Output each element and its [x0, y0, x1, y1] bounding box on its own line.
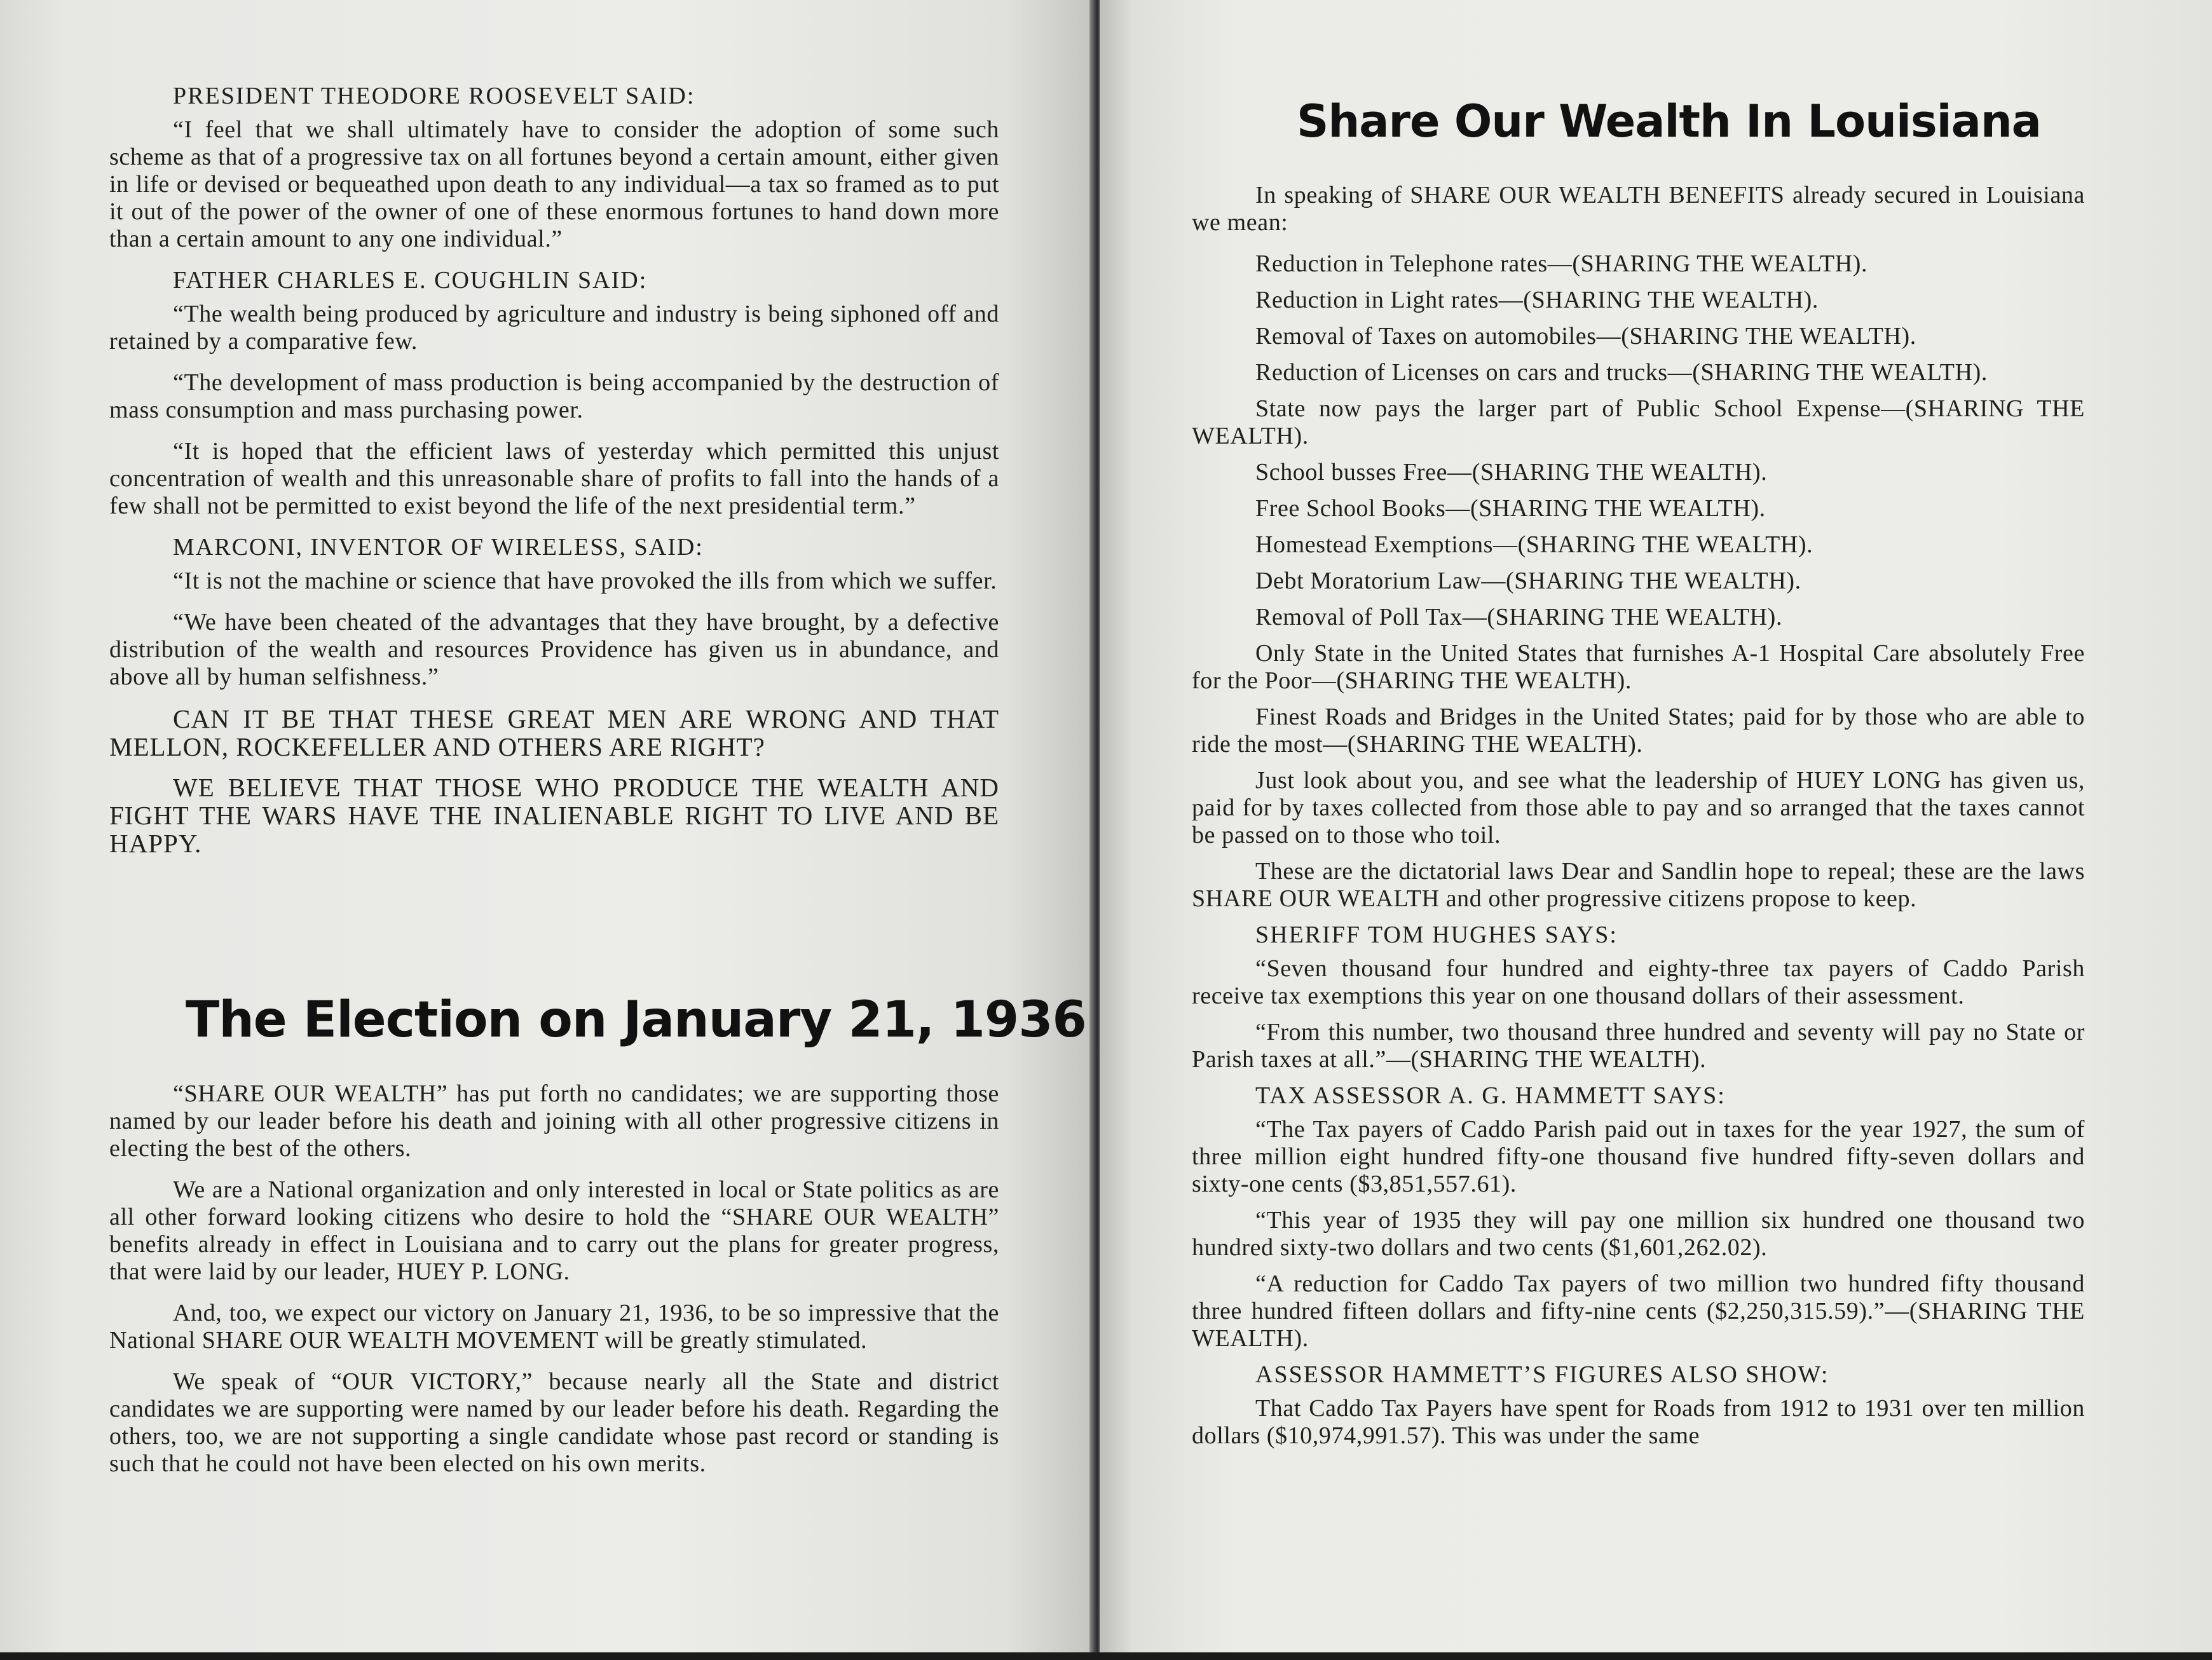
leadership-paragraph: Just look about you, and see what the leadership of HUEY LONG has given us, paid for by taxes collected from those able to pay and so arranged that the taxes cannot be passed on to those who toil.: [1192, 767, 2085, 848]
coughlin-quote: “The wealth being produced by agriculture and industry is being siphoned off and retained by a comparative few.: [109, 301, 999, 355]
coughlin-quote: “It is hoped that the efficient laws of yesterday which permitted this unjust concentration of wealth and this unreasonable share of profits to fall into the hands of a few shall not be permitted to exist beyond the life of the next presidential term.”: [109, 438, 999, 519]
election-column: [109, 1080, 999, 1492]
figures-text: That Caddo Tax Payers have spent for Roads from 1912 to 1931 over ten million dollars ($10,974,991.57). This was under the same: [1192, 1395, 2085, 1449]
benefit-item: Reduction in Light rates—(SHARING THE WEALTH).: [1255, 287, 1819, 313]
left-page: [0, 0, 1093, 1660]
election-paragraph: And, too, we expect our victory on January 21, 1936, to be so impressive that the National SHARE OUR WEALTH MOVEMENT will be greatly stimulated.: [109, 1300, 999, 1354]
marconi-header: MARCONI, INVENTOR OF WIRELESS, SAID:: [173, 534, 704, 561]
election-paragraph: We are a National organization and only interested in local or State politics as are all other forward looking citizens who desire to hold the “SHARE OUR WEALTH” benefits already in effect in Louisiana and to carry out the plans for greater progress, that were laid by our leader, HUEY P. LONG.: [109, 1176, 999, 1285]
coughlin-header: FATHER CHARLES E. COUGHLIN SAID:: [173, 267, 648, 294]
benefit-item: Reduction of Licenses on cars and trucks—(SHARING THE WEALTH).: [1255, 359, 1988, 386]
election-paragraph: We speak of “OUR VICTORY,” because nearly all the State and district candidates we are supporting were named by our leader before his death. Regarding the others, too, we are not supporting a single candidate whose past record or standing is such that he could not have been elected on his own merits.: [109, 1368, 999, 1477]
benefit-item: Homestead Exemptions—(SHARING THE WEALTH).: [1255, 531, 1813, 558]
benefit-item: State now pays the larger part of Public School Expense—(SHARING THE WEALTH).: [1192, 395, 2085, 449]
bottom-shadow: [0, 1652, 2212, 1660]
share-title: Share Our Wealth In Louisiana: [1297, 95, 2041, 147]
marconi-quote: “We have been cheated of the advantages that they have brought, by a defective distribution of the wealth and resources Providence has given us in abundance, and above all by human selfishness.”: [109, 609, 999, 690]
benefit-item: Finest Roads and Bridges in the United States; paid for by those who are able to ride the most—(SHARING THE WEALTH).: [1192, 704, 2085, 758]
assessor-quote: “A reduction for Caddo Tax payers of two million two hundred fifty thousand three hundred fifteen dollars and fifty-nine cents ($2,250,315.59).”—(SHARING THE WEALTH).: [1192, 1270, 2085, 1352]
figures-header: ASSESSOR HAMMETT’S FIGURES ALSO SHOW:: [1255, 1361, 1829, 1388]
right-column: [1192, 182, 2085, 1464]
benefit-item: Debt Moratorium Law—(SHARING THE WEALTH).: [1255, 568, 1801, 594]
election-title: The Election on January 21, 1936: [186, 991, 1086, 1049]
leadership-paragraph: These are the dictatorial laws Dear and Sandlin hope to repeal; these are the laws SHARE OUR WEALTH and other progressive citizens propose to keep.: [1192, 858, 2085, 912]
benefit-item: Reduction in Telephone rates—(SHARING THE WEALTH).: [1255, 250, 1868, 277]
sheriff-quote: “From this number, two thousand three hundred and seventy will pay no State or Parish taxes at all.”—(SHARING THE WEALTH).: [1192, 1019, 2085, 1073]
election-paragraph: “SHARE OUR WEALTH” has put forth no candidates; we are supporting those named by our leader before his death and joining with all other progressive citizens in electing the best of the others.: [109, 1080, 999, 1162]
statement: CAN IT BE THAT THESE GREAT MEN ARE WRONG AND THAT MELLON, ROCKEFELLER AND OTHERS ARE RIGHT?: [109, 704, 999, 761]
marconi-quote: “It is not the machine or science that have provoked the ills from which we suffer.: [173, 568, 997, 594]
left-column: [109, 83, 999, 870]
right-page: [1100, 0, 2212, 1660]
sheriff-quote: “Seven thousand four hundred and eighty-three tax payers of Caddo Parish receive tax exemptions this year on one thousand dollars of their assessment.: [1192, 955, 2085, 1009]
intro-paragraph: In speaking of SHARE OUR WEALTH BENEFITS already secured in Louisiana we mean:: [1192, 182, 2085, 236]
assessor-header: TAX ASSESSOR A. G. HAMMETT SAYS:: [1255, 1082, 1726, 1109]
assessor-quote: “This year of 1935 they will pay one million six hundred one thousand two hundred sixty-two dollars and two cents ($1,601,262.02).: [1192, 1207, 2085, 1261]
sheriff-header: SHERIFF TOM HUGHES SAYS:: [1255, 922, 1618, 948]
roosevelt-header: PRESIDENT THEODORE ROOSEVELT SAID:: [173, 83, 695, 109]
benefit-item: Removal of Poll Tax—(SHARING THE WEALTH).: [1255, 604, 1783, 630]
benefit-item: School busses Free—(SHARING THE WEALTH).: [1255, 459, 1768, 486]
roosevelt-quote: “I feel that we shall ultimately have to consider the adoption of some such scheme as that of a progressive tax on all fortunes beyond a certain amount, either given in life or devised or bequeathed upon death to any individual—a tax so framed as to put it out of the power of the owner of one of these enormous fortunes to hand down more than a certain amount to any one individual.”: [109, 116, 999, 252]
statement: WE BELIEVE THAT THOSE WHO PRODUCE THE WEALTH AND FIGHT THE WARS HAVE THE INALIENABLE RIGHT TO LIVE AND BE HAPPY.: [109, 773, 999, 858]
benefit-item: Removal of Taxes on automobiles—(SHARING THE WEALTH).: [1255, 323, 1916, 350]
coughlin-quote: “The development of mass production is being accompanied by the destruction of mass consumption and mass purchasing power.: [109, 369, 999, 423]
benefit-item: Only State in the United States that furnishes A-1 Hospital Care absolutely Free for the Poor—(SHARING THE WEALTH).: [1192, 640, 2085, 694]
benefit-item: Free School Books—(SHARING THE WEALTH).: [1255, 495, 1766, 522]
assessor-quote: “The Tax payers of Caddo Parish paid out in taxes for the year 1927, the sum of three million eight hundred fifty-one thousand five hundred fifty-seven dollars and sixty-one cents ($3,851,557.61).: [1192, 1116, 2085, 1197]
